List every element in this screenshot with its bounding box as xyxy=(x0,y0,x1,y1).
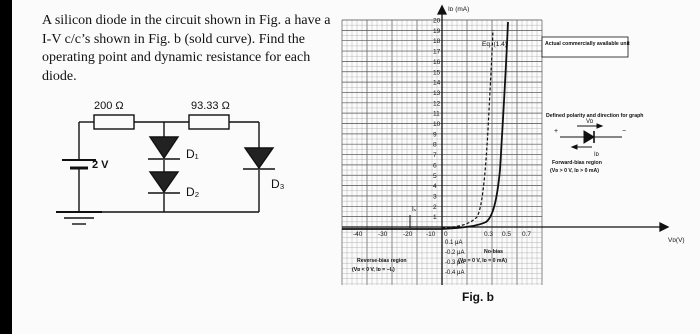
y-tick-label: 9 xyxy=(433,131,437,139)
y-axis-label: Iᴅ (mA) xyxy=(448,6,470,13)
x-tick-label: 0.3 xyxy=(484,231,494,238)
x-tick-label: -40 xyxy=(353,231,363,238)
x-tick-label: -20 xyxy=(403,231,413,238)
x-axis-label: Vᴅ(V) xyxy=(668,237,685,244)
y-tick-label: 16 xyxy=(433,58,441,66)
x-tick-label: -30 xyxy=(378,231,388,238)
y-tick-label: 1 xyxy=(433,214,437,222)
fig-b-label: Fig. b xyxy=(462,290,494,304)
vd-label: Vᴅ xyxy=(586,119,594,125)
id-label: Iᴅ xyxy=(594,152,599,158)
y-tick-label: 3 xyxy=(433,193,437,201)
x-tick-label: -10 xyxy=(426,231,436,238)
y-tick-label: 15 xyxy=(433,69,441,77)
nobias-cond: (Vᴅ = 0 V, Iᴅ = 0 mA) xyxy=(458,258,508,264)
y-tick-label: 2 xyxy=(433,203,437,211)
label-d3: D₃ xyxy=(271,177,285,191)
polarity-label: Defined polarity and direction for graph xyxy=(546,113,644,119)
x-tick-label: 0 xyxy=(444,231,448,238)
y-tick-label: 12 xyxy=(433,100,441,108)
y-tick-label: 8 xyxy=(433,141,437,149)
plus-sign: + xyxy=(554,128,559,135)
iv-graph xyxy=(12,0,700,334)
reverse-label: Reverse-bias region xyxy=(357,258,407,264)
reverse-cond: (Vᴅ < 0 V, Iᴅ = −Iₛ) xyxy=(352,267,395,273)
label-r2: 93.33 Ω xyxy=(191,100,230,112)
worksheet xyxy=(12,0,700,334)
reverse-tick-label: -0.2 μA xyxy=(445,250,465,256)
label-d1: D₁ xyxy=(186,147,199,161)
y-tick-label: 11 xyxy=(433,110,440,118)
forward-label: Forward-bias region xyxy=(552,160,602,166)
y-tick-label: 17 xyxy=(433,48,441,56)
nobias-label: No-bias xyxy=(484,249,504,255)
reverse-tick-label: -0.4 μA xyxy=(445,270,465,276)
is-label: Iₛ xyxy=(412,206,417,213)
y-tick-label: 10 xyxy=(433,121,441,128)
eq-label: Eq. (1.4) xyxy=(482,41,507,48)
y-tick-label: 5 xyxy=(433,172,437,180)
y-tick-label: 13 xyxy=(433,89,441,97)
reverse-tick-label: -0.3 μA xyxy=(445,260,465,266)
y-tick-label: 6 xyxy=(433,162,437,170)
forward-cond: (Vᴅ > 0 V, Iᴅ > 0 mA) xyxy=(550,168,600,174)
label-source: 2 V xyxy=(92,159,109,171)
problem-text: A silicon diode in the circuit shown in Fig. a have a I-V c/c’s shown in Fig. b (sold curve). Find the operating point and dynamic resistance for each diode. xyxy=(42,13,331,84)
y-tick-label: 14 xyxy=(433,79,441,87)
minus-sign: − xyxy=(622,128,627,135)
y-tick-label: 4 xyxy=(433,183,437,191)
reverse-tick-label: 0.1 μA xyxy=(445,240,463,246)
y-tick-label: 7 xyxy=(433,152,437,160)
equation-curve xyxy=(442,30,493,228)
polarity-diode-icon xyxy=(584,131,594,143)
x-tick-label: 0.7 xyxy=(522,231,532,238)
actual-label: Actual commercially available unit xyxy=(545,41,630,47)
label-r1: 200 Ω xyxy=(94,100,124,112)
y-tick-label: 20 xyxy=(433,17,441,25)
x-tick-label: 0.5 xyxy=(502,231,512,238)
y-tick-label: 18 xyxy=(433,38,441,46)
label-d2: D₂ xyxy=(186,185,200,199)
y-tick-label: 19 xyxy=(433,27,441,35)
